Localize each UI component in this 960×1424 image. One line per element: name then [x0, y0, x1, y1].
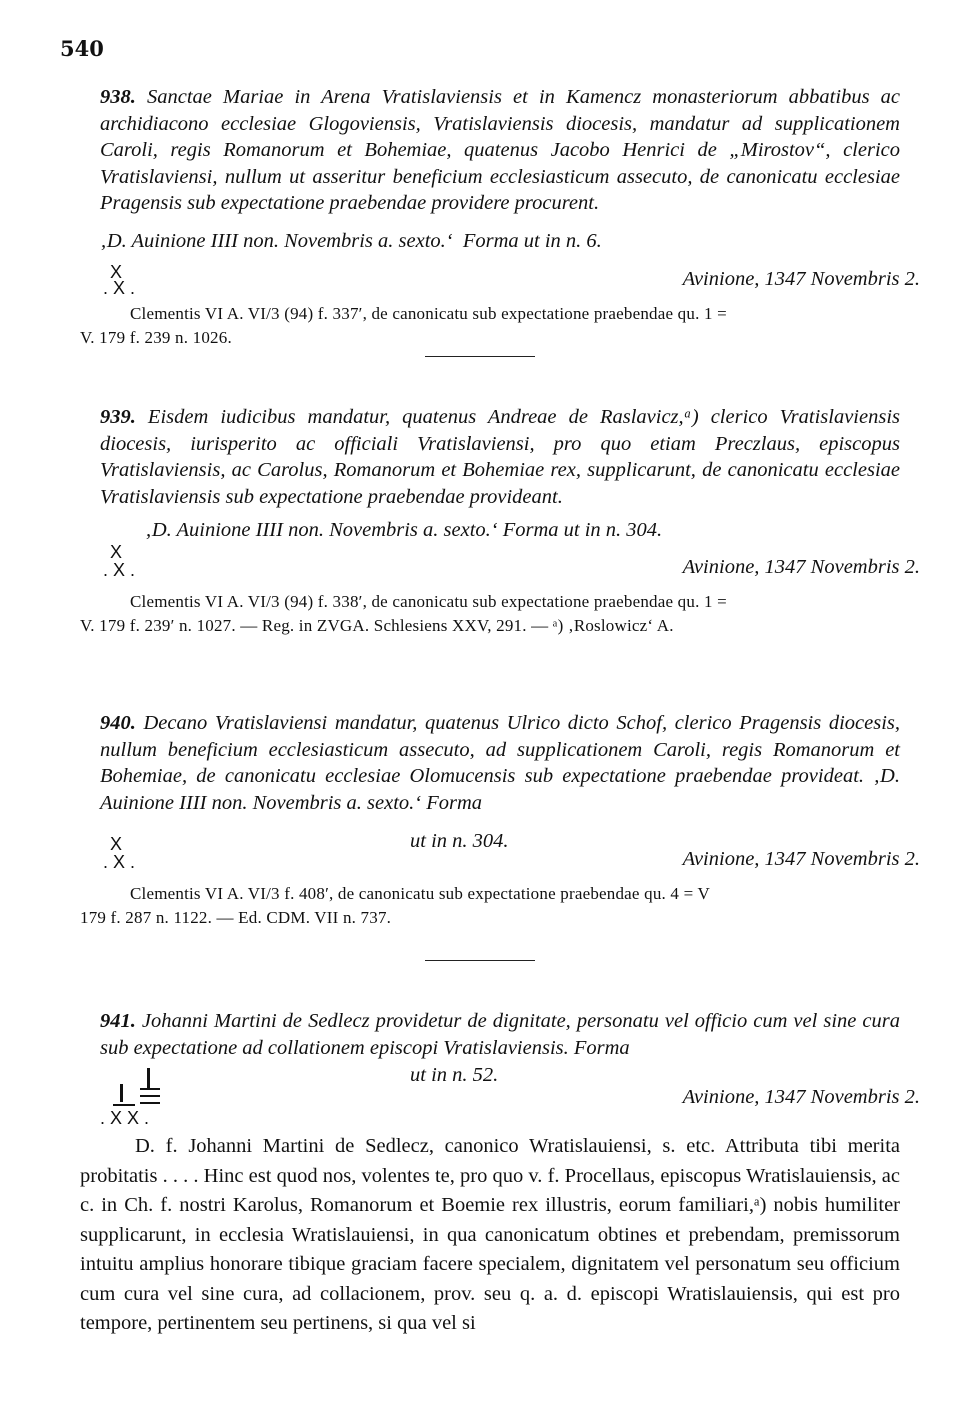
- execution-mark-top: X: [110, 262, 123, 282]
- section-divider: [425, 356, 535, 357]
- place-date: Avinione, 1347 Novembris 2.: [682, 268, 920, 290]
- stroke-mark: [140, 1102, 160, 1104]
- regest-number: 940.: [100, 712, 136, 734]
- regest-941: [80, 1008, 900, 1061]
- regest-number: 938.: [100, 86, 136, 108]
- regest-summary: Eisdem iudicibus mandatur, quatenus Andreae de Raslavicz,ᵃ) clerico Vratislaviensis diocesis, iurisperito ac officiali Vratislaviensi, pro quo etiam Preczlaus, episcopus Vratislaviensis, ac Carolus, Romanorum et Bohemiae rex, supplicarunt, de canonicatu ecclesiae Vratislaviensis sub expectatione praebendae provideant.: [100, 406, 900, 508]
- execution-mark-bottom: . X .: [103, 852, 136, 872]
- regest-938-text: [80, 84, 900, 217]
- execution-mark-top: X: [110, 542, 123, 562]
- source-note: Clementis VI A. VI/3 f. 408′, de canonicatu sub expectatione praebendae qu. 4 = V 179 f. 287 n. 1122. — Ed. CDM. VII n. 737.: [80, 884, 710, 927]
- regest-940-note: [80, 882, 900, 930]
- regest-summary: Sanctae Mariae in Arena Vratislaviensis et in Kamencz monasteriorum abbatibus ac archidiacono ecclesiae Glogoviensis, Vratislaviensis diocesis, mandatur ad supplicationem Caroli, regis Romanorum et Bohemiae, quatenus Jacobo Henrici de „Mirostov“, clerico Vratislaviensi, nullum ut asseritur beneficium ecclesiasticum assecuto, de canonicatu ecclesiae Pragensis sub expectatione praebendae providere procurent.: [100, 86, 901, 214]
- stroke-mark: [140, 1088, 160, 1090]
- regest-938-date: [100, 230, 602, 253]
- regest-summary: Decano Vratislaviensi mandatur, quatenus Ulrico dicto Schof, clerico Pragensis diocesis, nullum beneficium ecclesiasticum assecuto, ad supplicationem Caroli, regis Romanorum et Bohemiae, de canonicatu ecclesiae Olomucensis sub expectatione praebendae provideat. ‚D. Auinione IIII non. Novembris a. sexto.‘ Forma: [100, 712, 901, 814]
- regest-939: [80, 404, 900, 510]
- page-number: 540: [60, 36, 104, 61]
- forma-reference: ut in n. 52.: [410, 1064, 499, 1086]
- execution-mark-bottom: . X .: [103, 560, 136, 580]
- regest-939-date: ‚D. Auinione IIII non. Novembris a. sexto.‘ Forma ut in n. 304.: [145, 519, 663, 541]
- regest-941-text: [80, 1008, 900, 1061]
- forma-reference: Forma ut in n. 6.: [462, 230, 602, 252]
- source-note: Clementis VI A. VI/3 (94) f. 338′, de canonicatu sub expectatione praebendae qu. 1 = V. 179 f. 239′ n. 1027. — Reg. in ZVGA. Schlesiens XXV, 291. — ᵃ) ‚Roslowicz‘ A.: [80, 592, 727, 635]
- place-date: Avinione, 1347 Novembris 2.: [682, 848, 920, 870]
- document-text: D. f. Johanni Martini de Sedlecz, canonico Wratislauiensi, s. etc. Attributa tibi merita probitatis . . . . Hinc est quod nos, volentes te, pro quo v. f. Procellaus, episcopus Wratislauiensis, ac c. in Ch. f. nostri Karolus, Romanorum et Boemie rex illustris, eorum familiari,ᵃ) nobis humiliter supplicarunt, in ecclesia Wratislauiensi, in qua canonicatum obtines et prebendam, premissorum intuitu amplius honorare tibique graciam facere specialem, dignitatem vel personatum seu officium cum cura vel sine cura, ad collacionem, prov. seu q. a. d. episcopi Wratislauiensis, qui est pro tempore, pertinentem seu pertinens, si qua vel si: [80, 1135, 900, 1334]
- stroke-mark: [140, 1095, 160, 1097]
- regest-938-note: [80, 302, 900, 350]
- execution-mark-bottom: . X .: [103, 278, 136, 298]
- stroke-mark: [120, 1084, 123, 1102]
- stroke-mark: [147, 1068, 150, 1088]
- place-date: Avinione, 1347 Novembris 2.: [682, 1086, 920, 1108]
- regest-939-note: [80, 590, 900, 638]
- regest-938: [80, 84, 900, 217]
- regest-number: 939.: [100, 406, 136, 428]
- place-date: Avinione, 1347 Novembris 2.: [682, 556, 920, 578]
- regest-summary: Johanni Martini de Sedlecz providetur de dignitate, personatu vel officio cum vel sine cura sub expectatione ad collationem episcopi Vratislaviensis. Forma: [100, 1010, 900, 1059]
- regest-number: 941.: [100, 1010, 136, 1032]
- forma-reference: ut in n. 304.: [410, 830, 509, 852]
- section-divider: [425, 960, 535, 961]
- execution-mark-top: X: [110, 834, 123, 854]
- dating-formula: ‚D. Auinione IIII non. Novembris a. sexto.‘: [100, 230, 453, 252]
- regest-940-text: [80, 710, 900, 816]
- stroke-mark: [113, 1104, 135, 1106]
- regest-939-text: [80, 404, 900, 510]
- regest-940: [80, 710, 900, 816]
- execution-mark-bottom: . X X .: [100, 1108, 150, 1128]
- source-note: Clementis VI A. VI/3 (94) f. 337′, de canonicatu sub expectatione praebendae qu. 1 = V. 179 f. 239 n. 1026.: [80, 304, 727, 347]
